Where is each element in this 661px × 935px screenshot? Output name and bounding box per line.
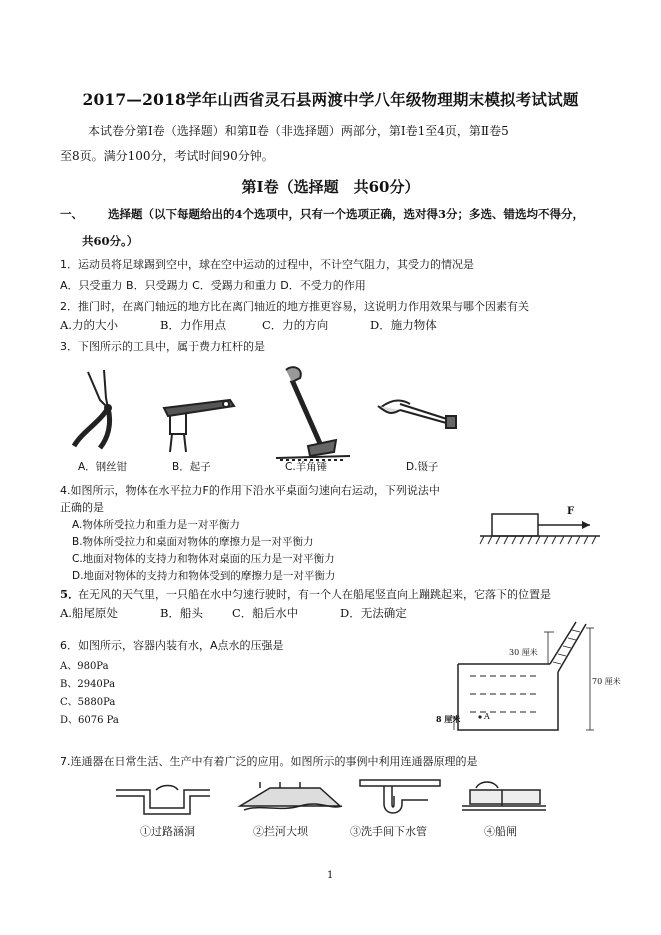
pliers-icon [74,370,111,448]
q7-caption-3: ③洗手间下水管 [350,825,427,838]
q7-caption-2: ②拦河大坝 [253,825,308,838]
q5-option-d: D．无法确定 [340,606,407,620]
culvert-icon [116,786,210,815]
part1-heading-line1: 选择题（以下每题给出的4个选项中，只有一个选项正确，选对得3分；多选、错选均不得分， [108,207,584,221]
block-shape [492,514,538,536]
claw-hammer-icon [276,367,350,460]
intro-line-2: 至8页。满分100分，考试时间90分钟。 [60,149,274,163]
intro-line-1: 本试卷分第Ⅰ卷（选择题）和第Ⅱ卷（非选择题）两部分，第Ⅰ卷1至4页，第Ⅱ卷5 [88,124,509,138]
q3-caption-c: C.羊角锤 [285,461,328,473]
q2-option-c: C．力的方向 [262,318,329,332]
q3-caption-d: D.镊子 [406,461,439,473]
tweezers-icon [378,401,456,428]
q1-options: A．只受重力 B．只受踢力 C．受踢力和重力 D．不受力的作用 [60,279,366,292]
q3-caption-a: A．钢丝钳 [78,461,128,473]
q7-caption-1: ①过路涵洞 [140,825,195,838]
q6-label-top: 30 厘米 [509,648,538,657]
q5-option-c: C．船后水中 [232,606,299,620]
q4-option-c: C.地面对物体的支持力和物体对桌面的压力是一对平衡力 [72,553,335,565]
q5-option-a: A.船尾原处 [60,606,118,620]
q7-caption-4: ④船闸 [484,825,517,838]
page-number: 1 [327,870,334,881]
q3-caption-b: B．起子 [172,461,211,473]
q6-option-c: C、5880Pa [60,697,116,708]
ship-lock-icon [462,782,546,810]
q4-option-a: A.物体所受拉力和重力是一对平衡力 [72,519,240,531]
q5-number: 5． [60,587,80,601]
q4-block-figure [478,504,603,549]
q4-option-d: D.地面对物体的支持力和物体受到的摩擦力是一对平衡力 [72,570,336,582]
q3-stem: 3．下图所示的工具中，属于费力杠杆的是 [60,340,265,353]
q5-option-b: B．船头 [160,606,203,620]
q4-force-label: F [567,506,575,517]
q6-option-b: B、2940Pa [60,679,116,690]
q6-option-a: A、980Pa [60,661,109,672]
q4-option-b: B.物体所受拉力和桌面对物体的摩擦力是一对平衡力 [72,536,314,548]
point-a [478,715,481,718]
q6-label-right: 70 厘米 [592,677,621,686]
q6-option-d: D、6076 Pa [60,715,119,726]
part1-number: 一、 [60,207,83,221]
q6-stem: 6．如图所示，容器内装有水，A点水的压强是 [60,639,284,652]
q2-option-d: D．施力物体 [370,318,437,332]
q2-option-b: B．力作用点 [160,318,226,332]
q6-label-point: A [484,712,490,721]
q1-stem: 1．运动员将足球踢到空中，球在空中运动的过程中，不计空气阻力，其受力的情况是 [60,258,474,271]
exam-title: 2017—2018学年山西省灵石县两渡中学八年级物理期末模拟考试试题 [82,90,579,109]
section-title: 第Ⅰ卷（选择题 共60分） [241,178,420,196]
part1-heading-line2: 共60分。） [82,234,139,248]
q2-stem: 2．推门时，在离门轴远的地方比在离门轴近的地方推更容易，这说明力作用效果与哪个因素有关 [60,300,529,313]
q2-option-a: A.力的大小 [60,318,118,332]
sink-drain-icon [360,780,440,813]
q6-label-left: 8 厘米 [436,714,461,724]
bottle-opener-icon [164,400,234,452]
q7-stem: 7.连通器在日常生活、生产中有着广泛的应用。如图所示的事例中利用连通器原理的是 [60,755,478,768]
q5-stem: 在无风的天气里，一只船在水中匀速行驶时，有一个人在船尾竖直向上蹦跳起来，它落下的位置是 [78,588,551,601]
q4-stem-line2: 正确的是 [60,501,104,514]
q3-tools-figure [60,360,480,475]
q4-stem-line1: 4.如图所示，物体在水平拉力F的作用下沿水平桌面匀速向右运动，下列说法中 [60,484,440,497]
dam-icon [240,782,342,810]
